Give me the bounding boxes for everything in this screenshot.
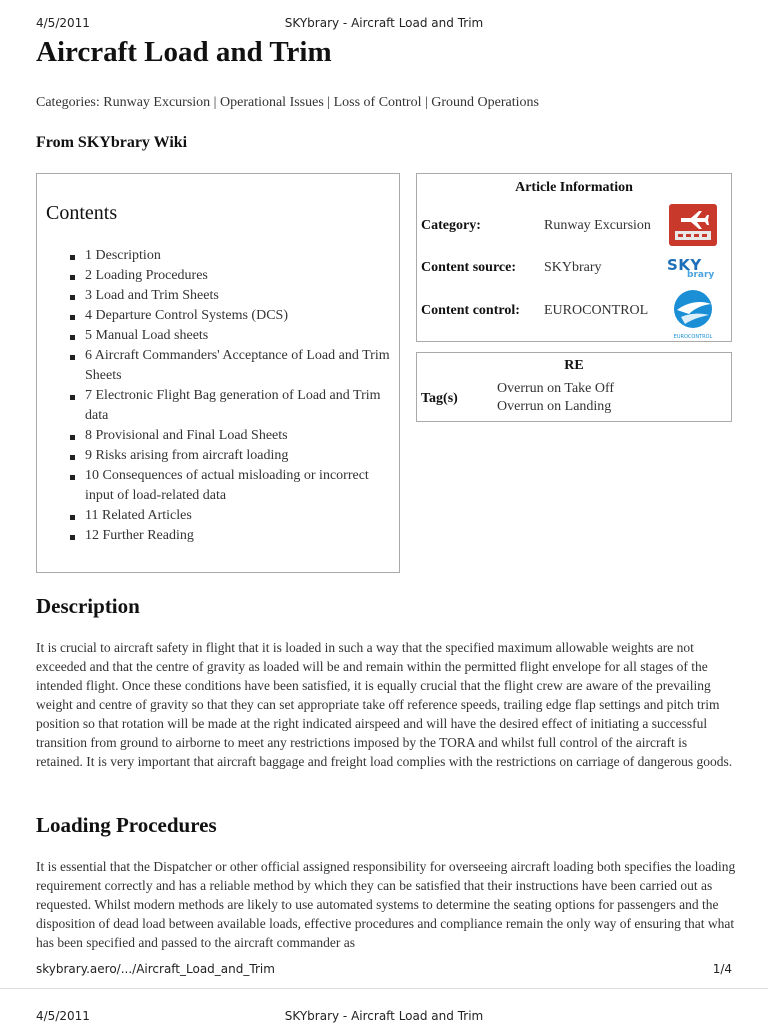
toc-item[interactable]: 5 Manual Load sheets — [37, 326, 401, 346]
tags-values — [497, 380, 614, 416]
contents-heading: Contents — [46, 202, 118, 224]
skybrary-logo-subtext: brary — [687, 270, 715, 280]
skybrary-logo-text: SKY — [667, 256, 702, 274]
runway-excursion-icon[interactable] — [669, 204, 717, 246]
next-page-title: SKYbrary - Aircraft Load and Trim — [284, 1009, 484, 1023]
info-key: Category: — [421, 218, 481, 233]
toc-item[interactable]: 8 Provisional and Final Load Sheets — [37, 426, 401, 446]
page-divider — [0, 988, 768, 989]
toc-item[interactable]: 9 Risks arising from aircraft loading — [37, 446, 401, 466]
info-value[interactable]: SKYbrary — [544, 260, 602, 275]
toc-item[interactable]: 1 Description — [37, 246, 401, 266]
info-value[interactable]: Runway Excursion — [544, 218, 651, 233]
toc-item[interactable]: 6 Aircraft Commanders' Acceptance of Load and Trim Sheets — [37, 346, 401, 386]
page-title: Aircraft Load and Trim — [36, 36, 332, 68]
toc-item[interactable]: 12 Further Reading — [37, 526, 401, 546]
section-heading-description: Description — [36, 594, 140, 618]
toc-item[interactable]: 2 Loading Procedures — [37, 266, 401, 286]
article-info-box — [416, 173, 732, 342]
categories-line[interactable]: Categories: Runway Excursion | Operational Issues | Loss of Control | Ground Operations — [36, 95, 539, 110]
next-page-date: 4/5/2011 — [36, 1009, 90, 1023]
contents-list — [37, 246, 401, 546]
info-key: Content control: — [421, 303, 520, 318]
info-value[interactable]: EUROCONTROL — [544, 303, 649, 318]
section-text-loading-procedures: It is essential that the Dispatcher or other official assigned responsibility for overseeing aircraft loading both specifies the loading requirement correctly and has a reliable method by which they can be satisfied that their instructions have been carried out as requested. Whilst modern methods are likely to use automated systems to determine the seating options for passengers and the disposition of dead load between available loads, effective procedures and compliance remain the only way of ensuring that what has been specified and passed to the aircraft commander as — [36, 859, 736, 950]
print-title: SKYbrary - Aircraft Load and Trim — [284, 16, 484, 30]
section-heading-loading-procedures: Loading Procedures — [36, 813, 217, 837]
eurocontrol-logo[interactable] — [667, 286, 719, 340]
print-date: 4/5/2011 — [36, 16, 90, 30]
section-text-description: It is crucial to aircraft safety in flight that it is loaded in such a way that the specified maximum allowable weights are not exceeded and that the centre of gravity as loaded will be and remain within the permitted flight envelope for all stages of the intended flight. Once these conditions have been satisfied, it is equally crucial that the flight crew are aware of the prevailing weight and centre of gravity so that they can set appropriate take off reference speeds, trailing edge flap settings and pitch trim position so that rotation will be made at the right indicated airspeed and will have the desired effect of initiating a successful transition from ground to airborne to meet any restrictions imposed by the TORA and whilst full control of the aircraft is retained. It is very important that aircraft baggage and freight load complies with the restrictions on carriage of dangerous goods. — [36, 640, 733, 769]
tag-link[interactable]: Overrun on Take Off — [497, 381, 615, 396]
print-footer — [0, 962, 768, 978]
toc-item[interactable]: 10 Consequences of actual misloading or incorrect input of load-related data — [37, 466, 401, 506]
from-wiki: From SKYbrary Wiki — [36, 134, 188, 151]
table-of-contents — [36, 173, 400, 573]
footer-page-number: 1/4 — [712, 962, 732, 976]
info-key: Content source: — [421, 260, 517, 275]
footer-url: skybrary.aero/.../Aircraft_Load_and_Trim — [36, 962, 275, 976]
eurocontrol-logo-text: EUROCONTROL — [673, 334, 713, 340]
toc-item[interactable]: 11 Related Articles — [37, 506, 401, 526]
print-header — [0, 16, 768, 32]
tags-label: Tag(s) — [421, 391, 458, 406]
next-page-header — [0, 1009, 768, 1025]
skybrary-logo[interactable] — [667, 258, 719, 280]
toc-item[interactable]: 3 Load and Trim Sheets — [37, 286, 401, 306]
tags-heading: RE — [564, 358, 584, 373]
toc-item[interactable]: 7 Electronic Flight Bag generation of Load and Trim data — [37, 386, 401, 426]
tags-box — [416, 352, 732, 422]
article-info-title: Article Information — [515, 180, 633, 195]
toc-item[interactable]: 4 Departure Control Systems (DCS) — [37, 306, 401, 326]
tag-link[interactable]: Overrun on Landing — [497, 399, 612, 414]
